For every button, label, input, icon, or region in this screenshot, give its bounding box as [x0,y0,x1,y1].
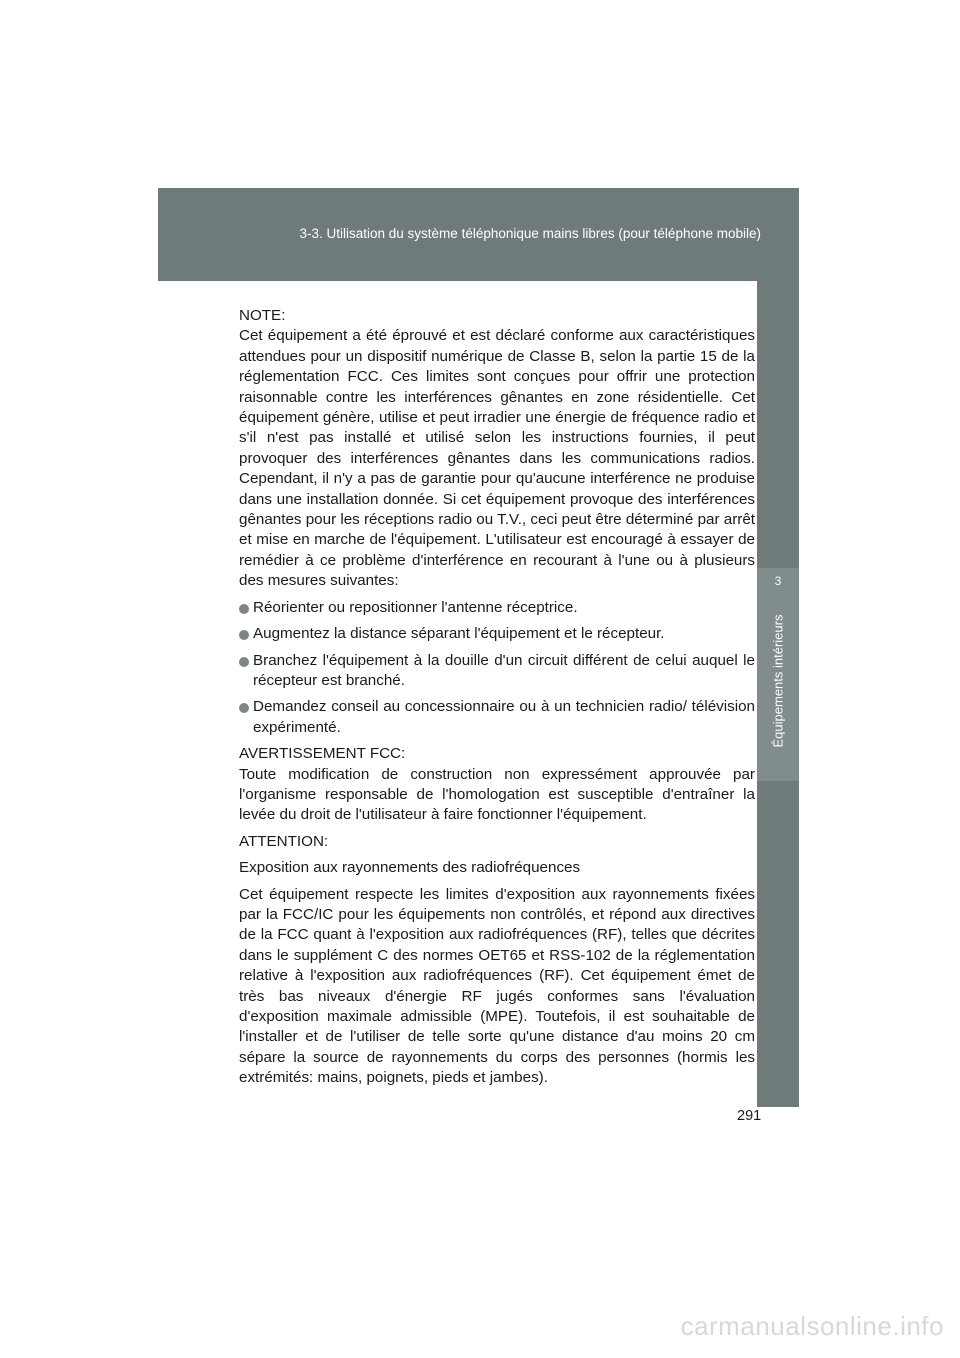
list-item [239,697,755,738]
section-header-band [158,188,799,281]
chapter-number: 3 [774,574,782,588]
bullet-icon [239,604,249,614]
list-item-text: Branchez l'équipement à la douille d'un circuit différent de celui auquel le récepteur est branché. [253,651,755,689]
list-item-text: Demandez conseil au concessionnaire ou à un technicien radio/ télévision expérimenté. [253,698,755,736]
page-number: 291 [737,1108,762,1124]
bullet-icon [239,657,249,667]
section-title: 3-3. Utilisation du système téléphonique mains libres (pour téléphone mobile) [299,226,761,241]
list-item [239,598,755,618]
list-item [239,624,755,644]
list-item [239,651,755,692]
chapter-label: Équipements intérieurs [770,614,786,748]
attention-title: ATTENTION: [239,832,329,850]
list-item-text: Réorienter ou repositionner l'antenne réceptrice. [253,598,578,616]
fcc-warning-body: Toute modification de construction non expressément approuvée par l'organisme responsable de l'homologation est susceptible d'entraîner la levée du droit de l'utilisateur à faire fonctionner l'équipement. [239,765,755,824]
list-item-text: Augmentez la distance séparant l'équipement et le récepteur. [253,625,665,643]
attention-body: Cet équipement respecte les limites d'exposition aux rayonnements fixées par la FCC/IC pour les équipements non contrôlés, et répond aux directives de la FCC quant à l'exposition aux radiofréquences (RF), telles que décrites dans le supplément C des normes OET65 et RSS-102 de la réglementation relative à l'exposition aux radiofréquences (RF). Cet équipement émet de très bas niveaux d'énergie RF jugés conformes sans l'évaluation d'exposition maximale admissible (MPE). Toutefois, il est souhaitable de l'installer et de l'utiliser de telle sorte qu'une distance d'au moins 20 cm sépare la source de rayonnements du corps des personnes (hormis les extrémités: mains, poignets, pieds et jambes). [239,885,755,1087]
chapter-side-tab [757,281,799,1107]
note-body: Cet équipement a été éprouvé et est déclaré conforme aux caractéristiques attendues pour un dispositif numérique de Classe B, selon la partie 15 de la réglementation FCC. Ces limites sont conçues pour offrir une protection raisonnable contre les interférences gênantes en zone résidentielle. Cet équipement génère, utilise et peut irradier une énergie de fréquence radio et s'il n'est pas installé et utilisé selon les instructions fournies, il peut provoquer des interférences gênantes dans les communications radios. Cependant, il n'y a pas de garantie pour qu'aucune interférence ne produise dans une installation donnée. Si cet équipement provoque des interférences gênantes pour les réceptions radio ou T.V., ceci peut être déterminé par arrêt et mise en marche de l'équipement. L'utilisateur est encouragé à essayer de remédier à ce problème d'interférence en recourant à l'une ou à plusieurs des mesures suivantes: [239,327,755,590]
fcc-warning-title: AVERTISSEMENT FCC: [239,745,406,763]
watermark-logo: carmanualsonline.info [680,1311,944,1341]
main-content [239,306,755,1095]
attention-subtitle: Exposition aux rayonnements des radiofréquences [239,859,581,877]
bullet-icon [239,703,249,713]
note-title: NOTE: [239,307,286,324]
bullet-icon [239,630,249,640]
